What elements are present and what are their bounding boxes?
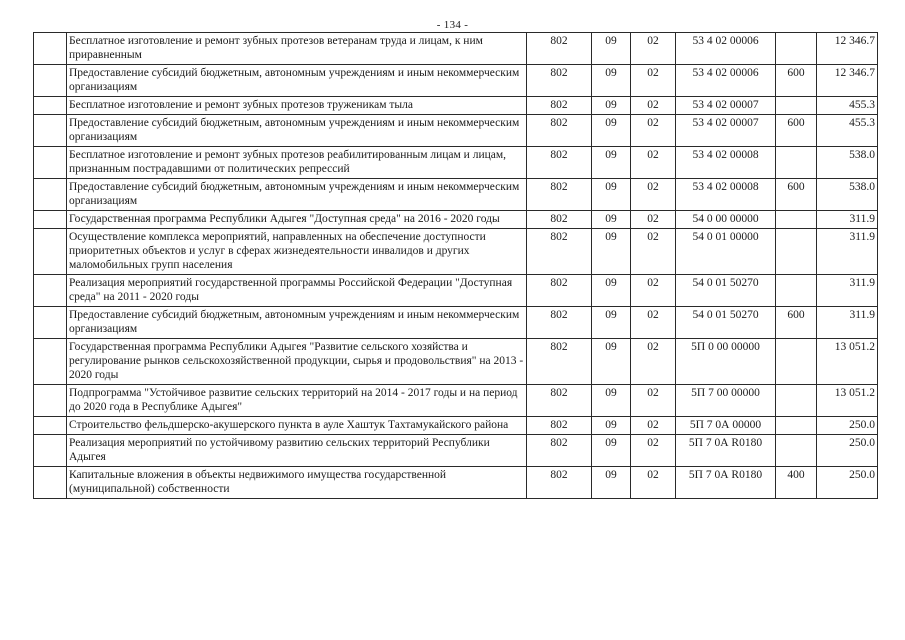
expense-type-cell [776,339,817,385]
section-code-cell: 09 [592,275,631,307]
subsection-code-cell: 02 [631,467,676,499]
row-marker-cell [34,147,67,179]
expense-type-cell [776,229,817,275]
amount-cell: 311.9 [817,307,878,339]
amount-cell: 538.0 [817,179,878,211]
section-code-cell: 09 [592,467,631,499]
item-name-cell: Предоставление субсидий бюджетным, автономным учреждениям и иным некоммерческим организациям [67,179,527,211]
department-code-cell: 802 [527,115,592,147]
department-code-cell: 802 [527,211,592,229]
subsection-code-cell: 02 [631,435,676,467]
expense-type-cell [776,435,817,467]
row-marker-cell [34,307,67,339]
table-row [34,229,878,275]
table-row [34,339,878,385]
target-article-cell: 5П 7 0А R0180 [676,435,776,467]
section-code-cell: 09 [592,179,631,211]
table-row [34,33,878,65]
department-code-cell: 802 [527,229,592,275]
section-code-cell: 09 [592,211,631,229]
table-row [34,417,878,435]
subsection-code-cell: 02 [631,97,676,115]
expense-type-cell [776,147,817,179]
item-name-cell: Предоставление субсидий бюджетным, автономным учреждениям и иным некоммерческим организациям [67,307,527,339]
section-code-cell: 09 [592,33,631,65]
target-article-cell: 5П 7 0А 00000 [676,417,776,435]
table-row [34,307,878,339]
table-row [34,385,878,417]
department-code-cell: 802 [527,467,592,499]
expense-type-cell [776,97,817,115]
subsection-code-cell: 02 [631,211,676,229]
section-code-cell: 09 [592,229,631,275]
section-code-cell: 09 [592,307,631,339]
section-code-cell: 09 [592,339,631,385]
target-article-cell: 53 4 02 00008 [676,147,776,179]
table-row [34,467,878,499]
department-code-cell: 802 [527,97,592,115]
item-name-cell: Реализация мероприятий по устойчивому развитию сельских территорий Республики Адыгея [67,435,527,467]
budget-table [33,32,878,499]
row-marker-cell [34,179,67,211]
row-marker-cell [34,275,67,307]
amount-cell: 13 051.2 [817,385,878,417]
section-code-cell: 09 [592,417,631,435]
expense-type-cell: 400 [776,467,817,499]
item-name-cell: Бесплатное изготовление и ремонт зубных протезов труженикам тыла [67,97,527,115]
subsection-code-cell: 02 [631,115,676,147]
row-marker-cell [34,339,67,385]
department-code-cell: 802 [527,435,592,467]
amount-cell: 311.9 [817,211,878,229]
row-marker-cell [34,385,67,417]
table-row [34,275,878,307]
target-article-cell: 54 0 00 00000 [676,211,776,229]
page-number: - 134 - [436,19,469,31]
table-row [34,211,878,229]
section-code-cell: 09 [592,97,631,115]
row-marker-cell [34,97,67,115]
section-code-cell: 09 [592,435,631,467]
amount-cell: 311.9 [817,229,878,275]
target-article-cell: 53 4 02 00007 [676,115,776,147]
table-row [34,97,878,115]
section-code-cell: 09 [592,65,631,97]
row-marker-cell [34,33,67,65]
expense-type-cell [776,275,817,307]
row-marker-cell [34,115,67,147]
target-article-cell: 53 4 02 00006 [676,33,776,65]
table-row [34,115,878,147]
item-name-cell: Предоставление субсидий бюджетным, автономным учреждениям и иным некоммерческим организациям [67,115,527,147]
expense-type-cell [776,33,817,65]
target-article-cell: 54 0 01 50270 [676,275,776,307]
subsection-code-cell: 02 [631,417,676,435]
table-row [34,65,878,97]
section-code-cell: 09 [592,385,631,417]
target-article-cell: 54 0 01 50270 [676,307,776,339]
target-article-cell: 5П 0 00 00000 [676,339,776,385]
target-article-cell: 53 4 02 00008 [676,179,776,211]
row-marker-cell [34,211,67,229]
table-row [34,179,878,211]
expense-type-cell: 600 [776,115,817,147]
expense-type-cell: 600 [776,65,817,97]
budget-table-body [34,33,878,499]
amount-cell: 250.0 [817,435,878,467]
row-marker-cell [34,435,67,467]
department-code-cell: 802 [527,385,592,417]
item-name-cell: Государственная программа Республики Адыгея "Развитие сельского хозяйства и регулирование рынков сельскохозяйственной продукции, сырья и продовольствия" на 2013 - 2020 годы [67,339,527,385]
row-marker-cell [34,229,67,275]
amount-cell: 250.0 [817,417,878,435]
subsection-code-cell: 02 [631,339,676,385]
item-name-cell: Осуществление комплекса мероприятий, направленных на обеспечение доступности приоритетных объектов и услуг в сферах жизнедеятельности инвалидов и других маломобильных групп населения [67,229,527,275]
item-name-cell: Строительство фельдшерско-акушерского пункта в ауле Хаштук Тахтамукайского района [67,417,527,435]
expense-type-cell [776,417,817,435]
row-marker-cell [34,417,67,435]
row-marker-cell [34,467,67,499]
table-row [34,435,878,467]
section-code-cell: 09 [592,115,631,147]
amount-cell: 455.3 [817,97,878,115]
subsection-code-cell: 02 [631,65,676,97]
subsection-code-cell: 02 [631,275,676,307]
amount-cell: 250.0 [817,467,878,499]
amount-cell: 12 346.7 [817,33,878,65]
department-code-cell: 802 [527,275,592,307]
target-article-cell: 54 0 01 00000 [676,229,776,275]
target-article-cell: 53 4 02 00006 [676,65,776,97]
department-code-cell: 802 [527,307,592,339]
amount-cell: 12 346.7 [817,65,878,97]
department-code-cell: 802 [527,417,592,435]
table-row [34,147,878,179]
expense-type-cell [776,385,817,417]
amount-cell: 538.0 [817,147,878,179]
section-code-cell: 09 [592,147,631,179]
expense-type-cell: 600 [776,307,817,339]
subsection-code-cell: 02 [631,385,676,417]
amount-cell: 13 051.2 [817,339,878,385]
target-article-cell: 53 4 02 00007 [676,97,776,115]
item-name-cell: Бесплатное изготовление и ремонт зубных протезов ветеранам труда и лицам, к ним приравненным [67,33,527,65]
department-code-cell: 802 [527,179,592,211]
expense-type-cell [776,211,817,229]
department-code-cell: 802 [527,65,592,97]
item-name-cell: Реализация мероприятий государственной программы Российской Федерации "Доступная среда" на 2011 - 2020 годы [67,275,527,307]
subsection-code-cell: 02 [631,33,676,65]
subsection-code-cell: 02 [631,179,676,211]
department-code-cell: 802 [527,147,592,179]
row-marker-cell [34,65,67,97]
subsection-code-cell: 02 [631,307,676,339]
amount-cell: 311.9 [817,275,878,307]
subsection-code-cell: 02 [631,229,676,275]
item-name-cell: Бесплатное изготовление и ремонт зубных протезов реабилитированным лицам и лицам, признанным пострадавшими от политических репрессий [67,147,527,179]
department-code-cell: 802 [527,33,592,65]
expense-type-cell: 600 [776,179,817,211]
target-article-cell: 5П 7 00 00000 [676,385,776,417]
item-name-cell: Предоставление субсидий бюджетным, автономным учреждениям и иным некоммерческим организациям [67,65,527,97]
subsection-code-cell: 02 [631,147,676,179]
amount-cell: 455.3 [817,115,878,147]
item-name-cell: Капитальные вложения в объекты недвижимого имущества государственной (муниципальной) собственности [67,467,527,499]
item-name-cell: Государственная программа Республики Адыгея "Доступная среда" на 2016 - 2020 годы [67,211,527,229]
target-article-cell: 5П 7 0А R0180 [676,467,776,499]
item-name-cell: Подпрограмма "Устойчивое развитие сельских территорий на 2014 - 2017 годы и на период до 2020 года в Республике Адыгея" [67,385,527,417]
department-code-cell: 802 [527,339,592,385]
